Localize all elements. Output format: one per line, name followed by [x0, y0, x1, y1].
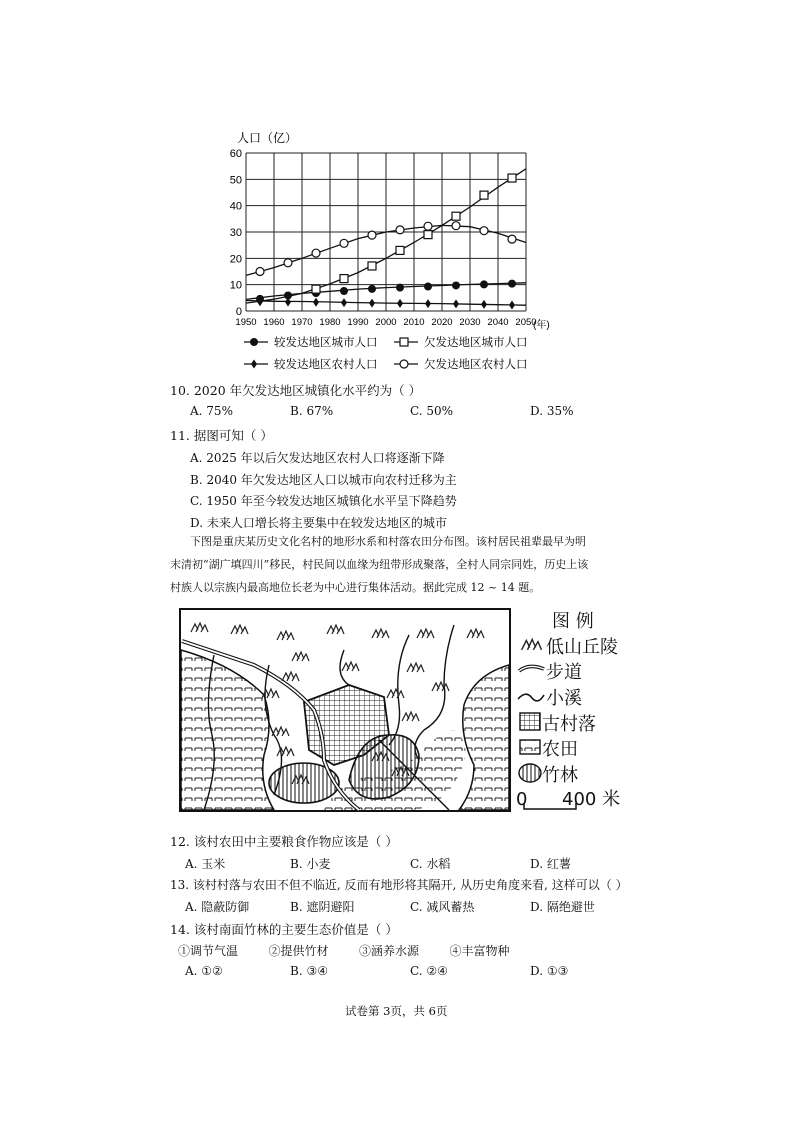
- q13-option-d[interactable]: D. 隔绝避世: [530, 900, 595, 914]
- legend-title: 图 例: [552, 611, 594, 632]
- y-tick-labels: [230, 148, 242, 318]
- data-point: [368, 262, 376, 270]
- passage-line-1: 下图是重庆某历史文化名村的地形水系和村落农田分布图。该村居民祖辈最早为明: [190, 535, 586, 548]
- data-point: [480, 227, 488, 235]
- x-tick-label: 1970: [291, 317, 313, 328]
- chart-legend: [244, 335, 528, 371]
- legend-item-field: 农田: [542, 739, 578, 760]
- data-point: [285, 298, 291, 307]
- y-tick-label: 40: [229, 200, 242, 213]
- legend-bamboo-icon: [519, 764, 541, 782]
- q10-option-a[interactable]: A. 75%: [190, 404, 233, 418]
- data-point: [313, 298, 319, 307]
- question-13-stem: 13. 该村村落与农田不但不临近, 反而有地形将其隔开, 从历史角度来看, 这样可以（ ）: [170, 878, 628, 892]
- legend-label: 欠发达地区城市人口: [424, 337, 528, 349]
- data-point: [424, 283, 432, 291]
- x-tick-label: 1980: [319, 317, 341, 328]
- data-point: [481, 300, 487, 309]
- x-tick-label: 2000: [375, 317, 397, 328]
- data-point: [340, 239, 348, 247]
- q14-option-a[interactable]: A. ①②: [185, 964, 223, 978]
- x-tick-label: 1950: [235, 317, 257, 328]
- q11-option-a[interactable]: A. 2025 年以后欠发达地区农村人口将逐渐下降: [190, 451, 445, 465]
- data-point: [509, 300, 515, 309]
- q12-option-c[interactable]: C. 水稻: [410, 857, 451, 871]
- data-point: [284, 259, 292, 267]
- legend-village-icon: [520, 713, 540, 730]
- q10-option-d[interactable]: D. 35%: [530, 404, 574, 418]
- q14-option-d[interactable]: D. ①③: [530, 964, 569, 978]
- q14-statements: ①调节气温 ②提供竹材 ③涵养水源 ④丰富物种: [178, 944, 510, 958]
- data-point: [424, 231, 432, 239]
- q13-option-a[interactable]: A. 隐蔽防御: [185, 900, 250, 914]
- x-tick-label: 2050: [515, 317, 537, 328]
- q11-option-c[interactable]: C. 1950 年至今较发达地区城镇化水平呈下降趋势: [190, 494, 457, 508]
- data-point: [312, 285, 320, 293]
- data-point: [396, 246, 404, 254]
- population-line-chart: [228, 128, 548, 376]
- legend-field-icon: [520, 740, 540, 754]
- q12-option-d[interactable]: D. 红薯: [530, 857, 571, 871]
- passage-line-2: 末清初“湖广填四川”移民，村民间以血缘为纽带形成聚落，全村人同宗同姓，历史上该: [170, 558, 589, 571]
- data-point: [400, 360, 408, 368]
- data-point: [340, 275, 348, 283]
- data-point: [368, 231, 376, 239]
- q11-option-b[interactable]: B. 2040 年欠发达地区人口以城市向农村迁移为主: [190, 473, 457, 487]
- data-point: [250, 338, 258, 346]
- question-11-stem: 11. 据图可知（ ）: [170, 428, 273, 443]
- q13-option-b[interactable]: B. 遮阴避阳: [290, 900, 355, 914]
- y-tick-label: 30: [229, 227, 242, 239]
- data-point: [508, 280, 516, 288]
- data-point: [452, 212, 460, 220]
- question-10-stem: 10. 2020 年欠发达地区城镇化水平约为（ ）: [170, 383, 422, 398]
- q12-option-a[interactable]: A. 玉米: [185, 857, 226, 871]
- passage-line-3: 村族人以宗族内最高地位长老为中心进行集体活动。据此完成 12 ~ 14 题。: [170, 581, 541, 594]
- legend-label: 较发达地区农村人口: [274, 359, 378, 371]
- page-footer: 试卷第 3页，共 6页: [345, 1004, 448, 1018]
- q10-option-c[interactable]: C. 50%: [410, 404, 454, 418]
- data-point: [396, 226, 404, 234]
- data-point: [251, 360, 257, 369]
- data-point: [453, 299, 459, 308]
- y-tick-label: 60: [229, 148, 242, 160]
- x-tick-label: 2010: [403, 317, 425, 328]
- data-point: [424, 222, 432, 230]
- data-point: [452, 281, 460, 289]
- x-tick-label: 2040: [487, 317, 509, 328]
- x-tick-label: 2020: [431, 317, 453, 328]
- data-point: [340, 287, 348, 295]
- x-axis-unit: (年): [533, 320, 550, 331]
- legend-label: 欠发达地区农村人口: [424, 359, 528, 371]
- question-14-stem: 14. 该村南面竹林的主要生态价值是（ ）: [170, 922, 398, 937]
- q11-option-d[interactable]: D. 未来人口增长将主要集中在较发达地区的城市: [190, 516, 447, 530]
- q12-option-b[interactable]: B. 小麦: [290, 857, 331, 871]
- legend-item-path: 步道: [546, 662, 582, 683]
- data-point: [480, 191, 488, 199]
- y-tick-label: 50: [229, 174, 242, 187]
- x-tick-label: 1990: [347, 317, 369, 328]
- legend-stream-icon: [518, 694, 544, 701]
- legend-item-bamboo: 竹林: [542, 765, 578, 786]
- data-point: [452, 222, 460, 230]
- q10-option-b[interactable]: B. 67%: [290, 404, 334, 418]
- data-point: [508, 174, 516, 182]
- data-point: [400, 338, 408, 346]
- x-tick-labels: [235, 317, 536, 328]
- data-point: [369, 299, 375, 308]
- legend-hill-icon: [522, 639, 542, 650]
- data-point: [368, 285, 376, 293]
- village-map: [174, 605, 634, 817]
- data-point: [508, 235, 516, 243]
- data-point: [396, 284, 404, 292]
- q13-option-c[interactable]: C. 减风蓄热: [410, 900, 475, 914]
- y-tick-label: 0: [235, 306, 242, 318]
- data-point: [425, 299, 431, 308]
- legend-item-village: 古村落: [542, 714, 596, 735]
- scale-zero: 0: [516, 789, 528, 810]
- legend-item-stream: 小溪: [546, 688, 582, 709]
- data-point: [341, 298, 347, 307]
- x-tick-label: 1960: [263, 317, 285, 328]
- data-point: [312, 249, 320, 257]
- y-axis-label: 人口（亿）: [237, 131, 298, 145]
- data-point: [256, 268, 264, 276]
- legend-label: 较发达地区城市人口: [274, 337, 378, 349]
- scale-value: 400 米: [562, 789, 621, 810]
- legend-item-hills: 低山丘陵: [546, 637, 618, 658]
- question-12-stem: 12. 该村农田中主要粮食作物应该是（ ）: [170, 834, 398, 849]
- y-tick-label: 20: [229, 253, 242, 266]
- q14-option-b[interactable]: B. ③④: [290, 964, 328, 978]
- y-tick-label: 10: [229, 279, 242, 292]
- x-tick-label: 2030: [459, 317, 481, 328]
- data-point: [397, 299, 403, 308]
- data-point: [480, 280, 488, 288]
- q14-option-c[interactable]: C. ②④: [410, 964, 448, 978]
